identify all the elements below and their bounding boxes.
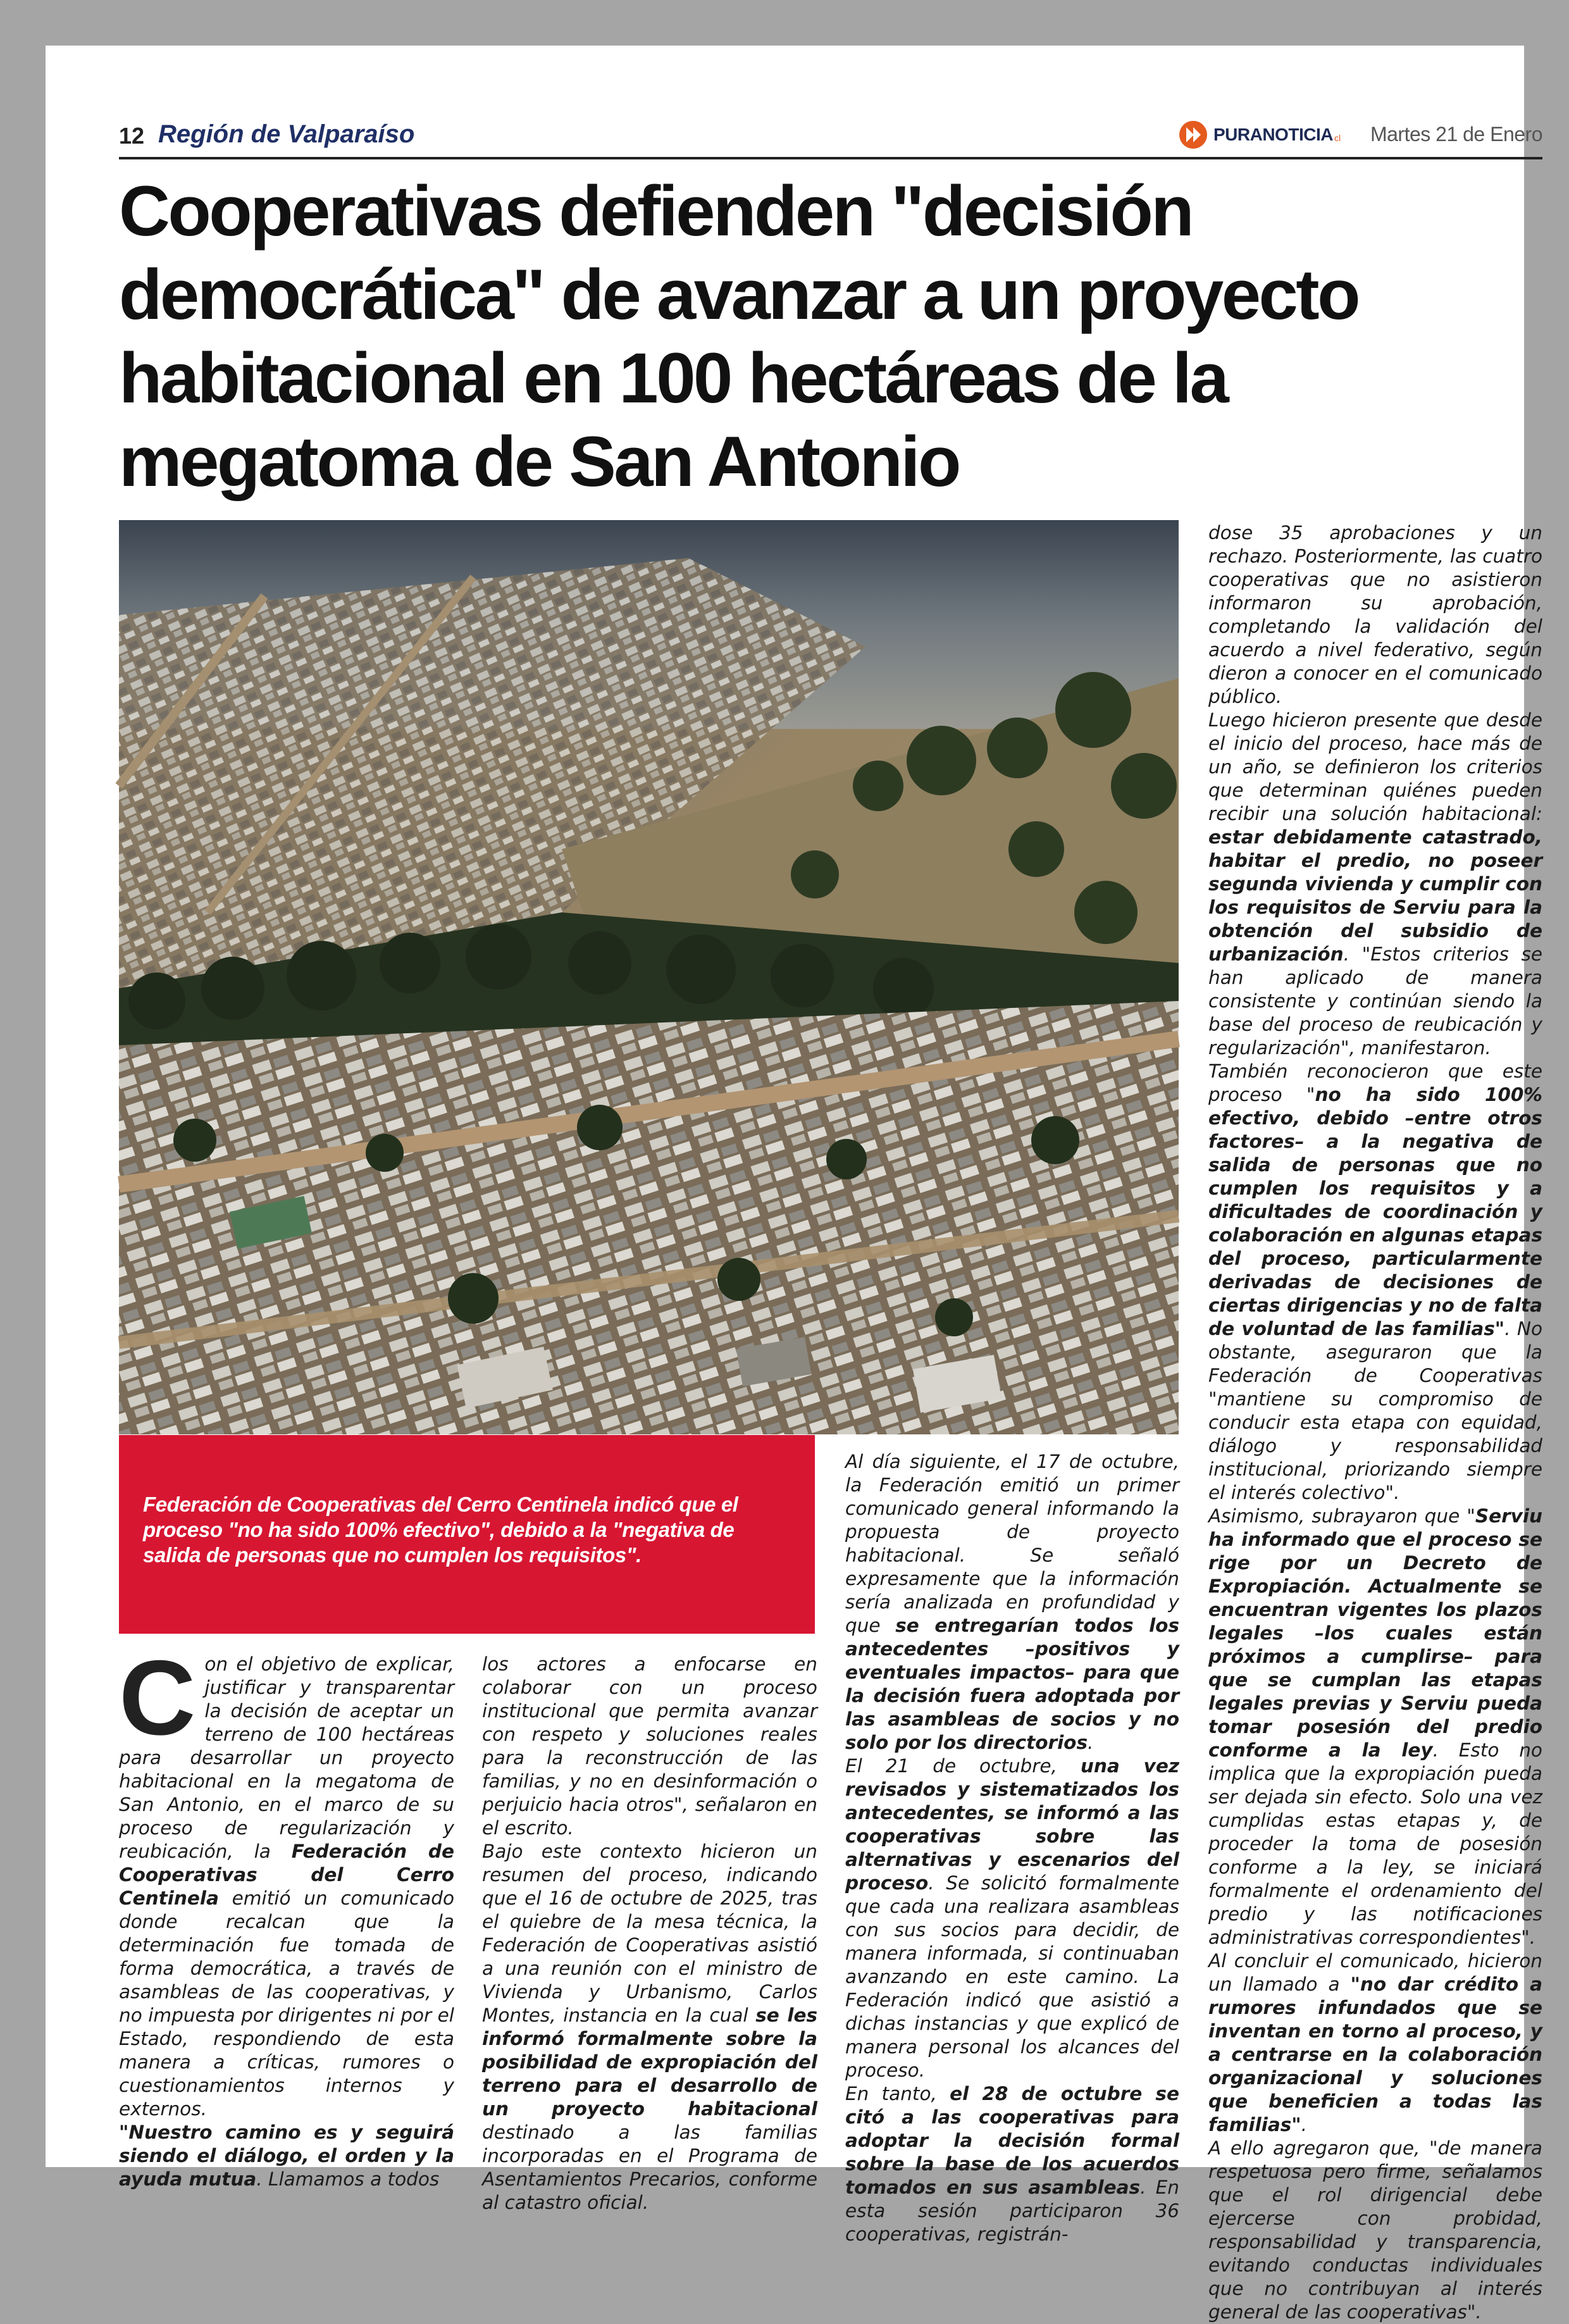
paragraph (1208, 521, 1542, 709)
text-run: emitió un comunicado donde recalcan que la determinación fue tomada de forma democrática, a través de asambleas de las cooperativas, y no impuesta por dirigentes ni por el Estado, respondiendo de esta manera a críticas, rumores o cuestionamientos internos y externos. (119, 1887, 454, 2120)
bold-run: Federación de Cooperativas del Cerro Centinela (119, 1841, 454, 1909)
text-run: . En esta sesión participaron 36 cooperativas, registrán- (845, 2177, 1179, 2245)
paragraph (1208, 2137, 1542, 2324)
bold-run: se les informó formalmente sobre la posibilidad de expropiación del terreno para el desarrollo de un proyecto habitacional (482, 2004, 818, 2120)
brand-tld: cl (1334, 133, 1341, 143)
page-number: 12 (119, 123, 145, 149)
paragraph (845, 1450, 1179, 1755)
bold-run: una vez revisados y sistematizados los antecedentes, se informó a las cooperativas sobre las alternativas y escenarios del proceso (845, 1755, 1179, 1894)
text-run: . Esto no implica que la expropiación pueda ser dejada sin efecto. Solo una vez cumplidas estas etapas y, de proceder la toma de posesión conforme a la ley, se iniciará formalmente el ordenamiento del predio y las notificaciones administrativas correspondientes". (1208, 1739, 1542, 1948)
paragraph (1208, 709, 1542, 1060)
text-run: Asimismo, subrayaron que " (1208, 1505, 1475, 1527)
paragraph (1208, 1060, 1542, 1505)
paragraph (119, 2121, 454, 2191)
bold-run: no ha sido 100% efectivo, debido –entre otros factores– a la negativa de salida de personas que no cumplen los requisitos y a dificultades de coordinación y colaboración en algunas etapas del proceso, particularmente derivadas de decisiones de ciertas dirigencias y no de falta de voluntad de las familias" (1208, 1084, 1542, 1339)
play-arrows-icon (1179, 121, 1207, 149)
bold-run: "no dar crédito a rumores infundados que se inventan en torno al proceso, y a centrarse en la colaboración organizacional y soluciones que beneficien a todas las familias" (1208, 1973, 1542, 2135)
paragraph (1208, 1949, 1542, 2137)
paragraph (482, 1653, 817, 1840)
brand-name: PURANOTICIA (1213, 125, 1333, 144)
paragraph (119, 1638, 454, 2121)
drop-cap: C (119, 1638, 196, 1757)
headline: Cooperativas defienden "decisión democrática" de avanzar a un proyecto habitacional en 100 hectáreas de la megatoma de San Antonio (119, 171, 1359, 501)
photo-caption: Federación de Cooperativas del Cerro Centinela indicó que el proceso "no ha sido 100% efectivo", debido a la "negativa de salida de personas que no cumplen los requisitos". (143, 1493, 738, 1567)
newspaper-page (46, 46, 1542, 2323)
aerial-photo (119, 520, 1179, 1434)
paragraph (1208, 1505, 1542, 1949)
text-run: . Llamamos a todos (256, 2168, 440, 2190)
text-run: Bajo este contexto hicieron un resumen del proceso, indicando que el 16 de octubre de 2025, tras el quiebre de la mesa técnica, la Federación de Cooperativas asistió a una reunión con el ministro de Vivienda y Urbanismo, Carlos Montes, instancia en la cual (482, 1841, 817, 2026)
text-run: Luego hicieron presente que desde el inicio del proceso, hace más de un año, se definieron los criterios que determinan quiénes pueden recibir una solución habitacional: (1208, 709, 1542, 824)
text-run: . "Estos criterios se han aplicado de manera consistente y continúan siendo la base del proceso de reubicación y regularización", manifestaron. (1208, 943, 1542, 1059)
text-run: A ello agregaron que, "de manera respetuosa pero firme, señalamos que el rol dirigencial debe ejercerse con probidad, responsabilidad y transparencia, evitando conductas individuales que no contribuyan al interés general de las cooperativas". (1208, 2137, 1542, 2323)
bold-run: "Nuestro camino es y seguirá siendo el diálogo, el orden y la ayuda mutua (119, 2122, 454, 2190)
article-column-3 (845, 1450, 1179, 2246)
text-run: . No obstante, aseguraron que la Federación de Cooperativas "mantiene su compromiso de conducir esta etapa con equidad, diálogo y responsabilidad institucional, priorizando siempre el interés colectivo". (1208, 1318, 1542, 1503)
brand-logo (1179, 119, 1341, 151)
article-column-4 (1208, 521, 1542, 2324)
text-run: dose 35 aprobaciones y un rechazo. Posteriormente, las cuatro cooperativas que no asistieron informaron su aprobación, completando la validación del acuerdo a nivel federativo, según dieron a conocer en el comunicado público. (1208, 522, 1542, 707)
photo-caption-box (119, 1435, 815, 1634)
page-header (119, 116, 1542, 158)
text-run: . (1088, 1732, 1094, 1753)
text-run: . (1301, 2114, 1308, 2135)
bold-run: el 28 de octubre se citó a las cooperativas para adoptar la decisión formal sobre la base de los acuerdos tomados en sus asambleas (845, 2083, 1179, 2198)
text-run: on el objetivo de explicar, justificar y transparentar la decisión de aceptar un terreno de 100 hectáreas para desarrollar un proyecto habitacional en la megatoma de San Antonio, en el marco de su proceso de regularización y reubicación, la (119, 1653, 454, 1862)
text-run: En tanto, (845, 2083, 950, 2104)
bold-run: estar debidamente catastrado, habitar el predio, no poseer segunda vivienda y cumplir con los requisitos de Serviu para la obtención del subsidio de urbanización (1208, 826, 1542, 965)
text-run: Al día siguiente, el 17 de octubre, la Federación emitió un primer comunicado general informando la propuesta de proyecto habitacional. Se señaló expresamente que la información sería analizada en profundidad y que (845, 1451, 1179, 1636)
issue-date: Martes 21 de Enero (1370, 123, 1542, 146)
text-run: . Se solicitó formalmente que cada una realizara asambleas con sus socios para decidir, de manera informada, si continuaban avanzando en este camino. La Federación indicó que asistió a dichas instancias y que explicó de manera personal los alcances del proceso. (845, 1872, 1179, 2081)
bold-run: se entregarían todos los antecedentes –positivos y eventuales impactos– para que la decisión fuera adoptada por las asambleas de socios y no solo por los directorios (845, 1615, 1180, 1753)
paragraph (845, 1755, 1179, 2082)
text-run: destinado a las familias incorporadas en el Programa de Asentamientos Precarios, conforme al catastro oficial. (482, 2122, 817, 2213)
paragraph (482, 1840, 817, 2215)
header-divider (119, 157, 1542, 159)
paragraph (845, 2082, 1179, 2246)
article-column-1 (119, 1638, 454, 2191)
section-title: Región de Valparaíso (158, 120, 415, 148)
text-run: También reconocieron que este proceso " (1208, 1060, 1542, 1105)
text-run: El 21 de octubre, (845, 1755, 1081, 1777)
article-column-2 (482, 1653, 817, 2215)
text-run: los actores a enfocarse en colaborar con un proceso institucional que permita avanzar con respeto y soluciones reales para la reconstrucción de las familias, y no en desinformación o perjuicio hacia otros", señalaron en el escrito. (482, 1653, 817, 1839)
bold-run: Serviu ha informado que el proceso se rige por un Decreto de Expropiación. Actualmente se encuentran vigentes los plazos legales –los cuales están próximos a cumplirse– para que se cumplan las etapas legales previas y Serviu pueda tomar posesión del predio conforme a la ley (1208, 1505, 1542, 1761)
text-run: Al concluir el comunicado, hicieron un llamado a (1208, 1950, 1542, 1995)
